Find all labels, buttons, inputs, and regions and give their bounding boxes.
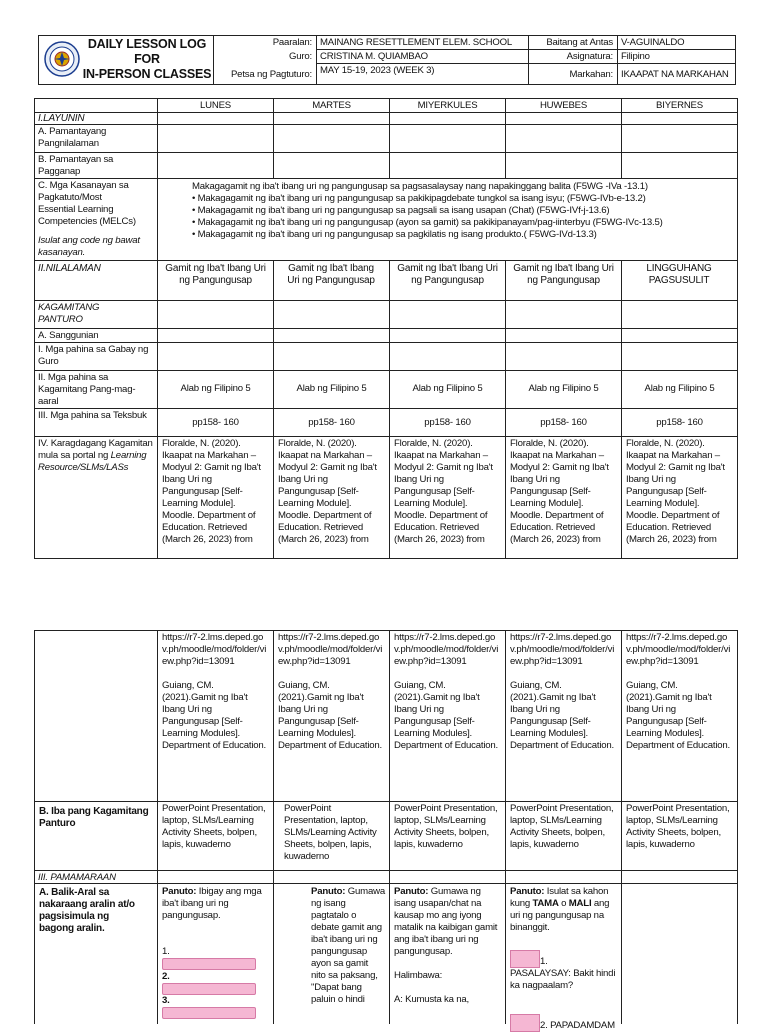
guro-value: CRISTINA M. QUIAMBAO xyxy=(320,51,428,62)
reference-url-martes[interactable] xyxy=(275,631,388,799)
teksbuk-lunes: pp158- 160 xyxy=(192,417,239,428)
panuto-miyerkules-text: Gumawa ng isang usapan/chat na kausap mo ang iyong matalik na kaibigan gamit ang iba't ibang uri ng pangungusap. xyxy=(394,886,498,957)
sanggunian-label: A. Sanggunian xyxy=(38,330,99,341)
paaralan-label: Paaralan: xyxy=(272,37,312,48)
reference-url-huwebes[interactable] xyxy=(507,631,620,799)
karagdagang-label-text: IV. Karagdagang Kagamitan mula sa portal ng xyxy=(38,438,153,461)
reference-url-lunes-text[interactable]: https://r7-2.lms.deped.gov.ph/moodle/mod/folder/view.php?id=13091 xyxy=(162,632,267,667)
baitang-label: Baitang at Antas xyxy=(546,37,613,48)
reference-url-huwebes-text[interactable]: https://r7-2.lms.deped.gov.ph/moodle/mod/folder/view.php?id=13091 xyxy=(510,632,615,667)
petsa-value: MAY 15-19, 2023 (WEEK 3) xyxy=(320,65,435,76)
nilalaman-miyerkules: Gamit ng Iba't Ibang Uri ng Pangungusap xyxy=(397,263,498,286)
tama-label: TAMA xyxy=(532,898,559,909)
panuto-huwebes-text-c: ang uri ng pangungusap na binanggit. xyxy=(510,898,610,933)
day-header-miyerkules: MIYERKULES xyxy=(417,100,478,111)
asignatura-label: Asignatura: xyxy=(566,51,613,62)
karagdagang-label-italic: Learning Resource/SLMs/LASs xyxy=(38,450,147,473)
lunes-item-3-number: 3. xyxy=(162,995,170,1007)
deped-seal-icon xyxy=(44,41,80,77)
reference-url-biyernes[interactable] xyxy=(623,631,736,799)
reference-2-huwebes: Guiang, CM. (2021).Gamit ng Iba't Ibang Uri ng Pangungusap [Self-Learning Modules]. Department of Education. xyxy=(510,680,614,751)
panuto-huwebes xyxy=(510,886,617,934)
pamamaraan-label: III. PAMAMARAAN xyxy=(38,872,116,883)
lunes-item-1 xyxy=(162,946,269,958)
pamamaraan-miyerkules xyxy=(391,885,504,1024)
melc-list xyxy=(192,181,737,241)
melc-line-4-text: Makagagamit ng iba't ibang uri ng pangungusap (ayon sa gamit) sa pakikipanayam/pag-iinterbyu (F5WG-IVc-13.5) xyxy=(197,217,663,228)
halimbawa-example: A: Kumusta ka na, xyxy=(394,994,469,1005)
reference-biyernes: Floralde, N. (2020). Ikaapat na Markahan – Modyul 2: Gamit ng Iba't Ibang Uri ng Pangungusap [Self-Learning Module]. Moodle. Department of Education. Retrieved (March 26, 2023) from xyxy=(626,438,725,545)
kasanayan-note: Isulat ang code ng bawat kasanayan. xyxy=(38,235,140,258)
tama-mali-box-1[interactable] xyxy=(510,950,540,968)
teksbuk-biyernes: pp158- 160 xyxy=(656,417,703,428)
mali-label: MALI xyxy=(568,898,592,909)
iba-pang-miyerkules: PowerPoint Presentation, laptop, SLMs/Learning Activity Sheets, bolpen, lapis, kuwaderno xyxy=(394,803,498,850)
panuto-martes-text: Gumawa ng isang pagtatalo o debate gamit ang iba't ibang uri ng pangungusap ayon sa gamit nito sa paksang, "Dapat bang paluin o hindi xyxy=(311,886,385,1005)
reference-2-miyerkules: Guiang, CM. (2021).Gamit ng Iba't Ibang Uri ng Pangungusap [Self-Learning Modules]. Department of Education. xyxy=(394,680,498,751)
iba-pang-huwebes: PowerPoint Presentation, laptop, SLMs/Learning Activity Sheets, bolpen, lapis, kuwaderno xyxy=(510,803,614,850)
iba-pang-biyernes: PowerPoint Presentation, laptop, SLMs/Learning Activity Sheets, bolpen, lapis, kuwaderno xyxy=(626,803,730,850)
kagamitang-mag-aaral-label: II. Mga pahina sa Kagamitang Pang-mag-aaral xyxy=(38,372,136,407)
panuto-huwebes-text-b: o xyxy=(558,898,569,909)
reference-url-lunes[interactable] xyxy=(159,631,272,799)
panuto-miyerkules xyxy=(394,886,501,958)
huwebes-item-1-number: 1. xyxy=(540,956,548,967)
pamamaraan-lunes xyxy=(159,885,272,1024)
iba-pang-martes: PowerPoint Presentation, laptop, SLMs/Learning Activity Sheets, bolpen, lapis, kuwaderno xyxy=(284,803,377,862)
pamamaraan-huwebes xyxy=(507,885,620,1031)
nilalaman-biyernes: LINGGUHANG PAGSUSULIT xyxy=(646,263,712,286)
panuto-lunes-text: Ibigay ang mga iba't ibang uri ng pangungusap. xyxy=(162,886,262,921)
reference-url-miyerkules[interactable] xyxy=(391,631,504,799)
melc-line-4: • Makagagamit ng iba't ibang uri ng pangungusap (ayon sa gamit) sa pakikipanayam/pag-iinterbyu (F5WG-IVc-13.5) xyxy=(192,217,663,228)
reference-2-martes: Guiang, CM. (2021).Gamit ng Iba't Ibang Uri ng Pangungusap [Self-Learning Modules]. Department of Education. xyxy=(278,680,382,751)
kagamitang-panturo-label: KAGAMITANG PANTURO xyxy=(38,302,100,325)
gabay-guro-label: I. Mga pahina sa Gabay ng Guro xyxy=(38,344,149,367)
lunes-answer-2[interactable] xyxy=(162,983,269,996)
melc-line-2-text: Makagagamit ng iba't ibang uri ng pangungusap sa pakikipagdebate tungkol sa isang isyu; (F5WG-IVb-e-13.2) xyxy=(197,193,646,204)
day-header-martes: MARTES xyxy=(312,100,351,111)
melc-line-5: • Makagagamit ng iba't ibang uri ng pangungusap sa pagkilatis ng isang produkto.( F5WG-IVd-13.3) xyxy=(192,229,597,240)
panuto-huwebes-text-a: Isulat sa kahon kung xyxy=(510,886,609,909)
kagamitang-biyernes: Alab ng Filipino 5 xyxy=(644,383,715,394)
lunes-answer-3[interactable] xyxy=(162,1007,269,1020)
reference-url-biyernes-text[interactable]: https://r7-2.lms.deped.gov.ph/moodle/mod/folder/view.php?id=13091 xyxy=(626,632,731,667)
baitang-value: V-AGUINALDO xyxy=(621,37,685,48)
day-header-huwebes: HUWEBES xyxy=(539,100,588,111)
reference-url-martes-text[interactable]: https://r7-2.lms.deped.gov.ph/moodle/mod/folder/view.php?id=13091 xyxy=(278,632,383,667)
title-line-1: DAILY LESSON LOG xyxy=(87,37,207,51)
reference-huwebes: Floralde, N. (2020). Ikaapat na Markahan – Modyul 2: Gamit ng Iba't Ibang Uri ng Pangungusap [Self-Learning Module]. Moodle. Department of Education. Retrieved (March 26, 2023) from xyxy=(510,438,609,545)
teksbuk-huwebes: pp158- 160 xyxy=(540,417,587,428)
teksbuk-label: III. Mga pahina sa Teksbuk xyxy=(38,410,147,421)
lunes-item-3 xyxy=(162,995,269,1007)
paaralan-value: MAINANG RESETTLEMENT ELEM. SCHOOL xyxy=(320,37,513,48)
petsa-label: Petsa ng Pagtuturo: xyxy=(230,69,312,80)
guro-label: Guro: xyxy=(289,51,312,62)
day-header-biyernes: BIYERNES xyxy=(656,100,703,111)
lunes-answer-1[interactable] xyxy=(162,958,269,971)
answer-box-3[interactable] xyxy=(162,1007,256,1019)
day-header-lunes: LUNES xyxy=(200,100,231,111)
panuto-huwebes-label: Panuto: xyxy=(510,886,545,897)
kagamitang-miyerkules: Alab ng Filipino 5 xyxy=(412,383,483,394)
answer-box-1[interactable] xyxy=(162,958,256,970)
pamantayang-pangnilalaman-label: A. Pamantayang Pangnilalaman xyxy=(38,126,107,149)
teksbuk-martes: pp158- 160 xyxy=(308,417,355,428)
lunes-item-2-number: 2. xyxy=(162,970,170,982)
melc-line-3-text: Makagagamit ng iba't ibang uri ng pangungusap sa pagsali sa isang usapan (Chat) (F5WG-IVf-j-13.6) xyxy=(197,205,610,216)
panuto-lunes-label: Panuto: xyxy=(162,886,197,897)
melc-line-1: Makagagamit ng iba't ibang uri ng pangungusap sa pagsasalaysay nang napakinggang balita (F5WG -IVa -13.1) xyxy=(192,181,648,192)
reference-lunes: Floralde, N. (2020). Ikaapat na Markahan – Modyul 2: Gamit ng Iba't Ibang Uri ng Pangungusap [Self-Learning Module]. Moodle. Department of Education. Retrieved (March 26, 2023) from xyxy=(162,438,261,545)
lunes-item-2 xyxy=(162,971,269,983)
nilalaman-lunes: Gamit ng Iba't Ibang Uri ng Pangungusap xyxy=(165,263,266,286)
title-line-2: FOR xyxy=(134,52,160,66)
huwebes-item-2-text: 2. PAPADAMDAM xyxy=(540,1020,615,1031)
panuto-martes-label: Panuto: xyxy=(311,886,346,897)
reference-url-miyerkules-text[interactable]: https://r7-2.lms.deped.gov.ph/moodle/mod/folder/view.php?id=13091 xyxy=(394,632,499,667)
kagamitang-lunes: Alab ng Filipino 5 xyxy=(180,383,251,394)
balik-aral-label: A. Balik-Aral sa nakaraang aralin at/o pagsisimula ng bagong aralin. xyxy=(39,887,135,934)
huwebes-item-2[interactable] xyxy=(510,1014,617,1032)
melc-line-3: • Makagagamit ng iba't ibang uri ng pangungusap sa pagsali sa isang usapan (Chat) (F5WG-IVf-j-13.6) xyxy=(192,205,610,216)
panuto-lunes xyxy=(162,886,269,922)
markahan-label: Markahan: xyxy=(569,69,613,80)
reference-miyerkules: Floralde, N. (2020). Ikaapat na Markahan – Modyul 2: Gamit ng Iba't Ibang Uri ng Pangungusap [Self-Learning Module]. Moodle. Department of Education. Retrieved (March 26, 2023) from xyxy=(394,438,493,545)
document-title xyxy=(80,37,214,82)
huwebes-item-1-text: PASALAYSAY: Bakit hindi ka nagpaalam? xyxy=(510,968,616,991)
halimbawa-label: Halimbawa: xyxy=(394,970,443,981)
answer-box-2[interactable] xyxy=(162,983,256,995)
karagdagang-label xyxy=(35,437,157,497)
pamamaraan-martes xyxy=(308,885,388,1024)
tama-mali-box-2[interactable] xyxy=(510,1014,540,1032)
melc-line-2: • Makagagamit ng iba't ibang uri ng pangungusap sa pakikipagdebate tungkol sa isang isyu; (F5WG-IVb-e-13.2) xyxy=(192,193,646,204)
nilalaman-label: II.NILALAMAN xyxy=(38,263,101,274)
nilalaman-martes: Gamit ng Iba't Ibang Uri ng Pangungusap xyxy=(287,263,375,286)
markahan-value: IKAAPAT NA MARKAHAN xyxy=(621,69,729,80)
kagamitang-huwebes: Alab ng Filipino 5 xyxy=(528,383,599,394)
iba-pang-lunes: PowerPoint Presentation, laptop, SLMs/Learning Activity Sheets, bolpen, lapis, kuwaderno xyxy=(162,803,266,850)
pamantayan-sa-pagganap-label: B. Pamantayan sa Pagganap xyxy=(38,154,114,177)
reference-2-lunes: Guiang, CM. (2021).Gamit ng Iba't Ibang Uri ng Pangungusap [Self-Learning Modules]. Department of Education. xyxy=(162,680,266,751)
lunes-item-1-number: 1. xyxy=(162,946,170,957)
panuto-miyerkules-label: Panuto: xyxy=(394,886,429,897)
iba-pang-kagamitan-label: B. Iba pang Kagamitang Panturo xyxy=(39,806,149,829)
teksbuk-miyerkules: pp158- 160 xyxy=(424,417,471,428)
layunin-label: I.LAYUNIN xyxy=(38,113,85,124)
title-line-3: IN-PERSON CLASSES xyxy=(82,67,212,81)
reference-martes: Floralde, N. (2020). Ikaapat na Markahan – Modyul 2: Gamit ng Iba't Ibang Uri ng Pangungusap [Self-Learning Module]. Moodle. Department of Education. Retrieved (March 26, 2023) from xyxy=(278,438,377,545)
melc-line-5-text: Makagagamit ng iba't ibang uri ng pangungusap sa pagkilatis ng isang produkto.( F5WG-IVd-13.3) xyxy=(197,229,597,240)
nilalaman-huwebes: Gamit ng Iba't Ibang Uri ng Pangungusap xyxy=(513,263,614,286)
kagamitang-martes: Alab ng Filipino 5 xyxy=(296,383,367,394)
kasanayan-label: C. Mga Kasanayan sa Pagkatuto/Most Essential Learning Competencies (MELCs) xyxy=(38,180,136,227)
asignatura-value: Filipino xyxy=(621,51,650,62)
reference-2-biyernes: Guiang, CM. (2021).Gamit ng Iba't Ibang Uri ng Pangungusap [Self-Learning Modules]. Department of Education. xyxy=(626,680,730,751)
huwebes-item-1[interactable] xyxy=(510,950,617,968)
